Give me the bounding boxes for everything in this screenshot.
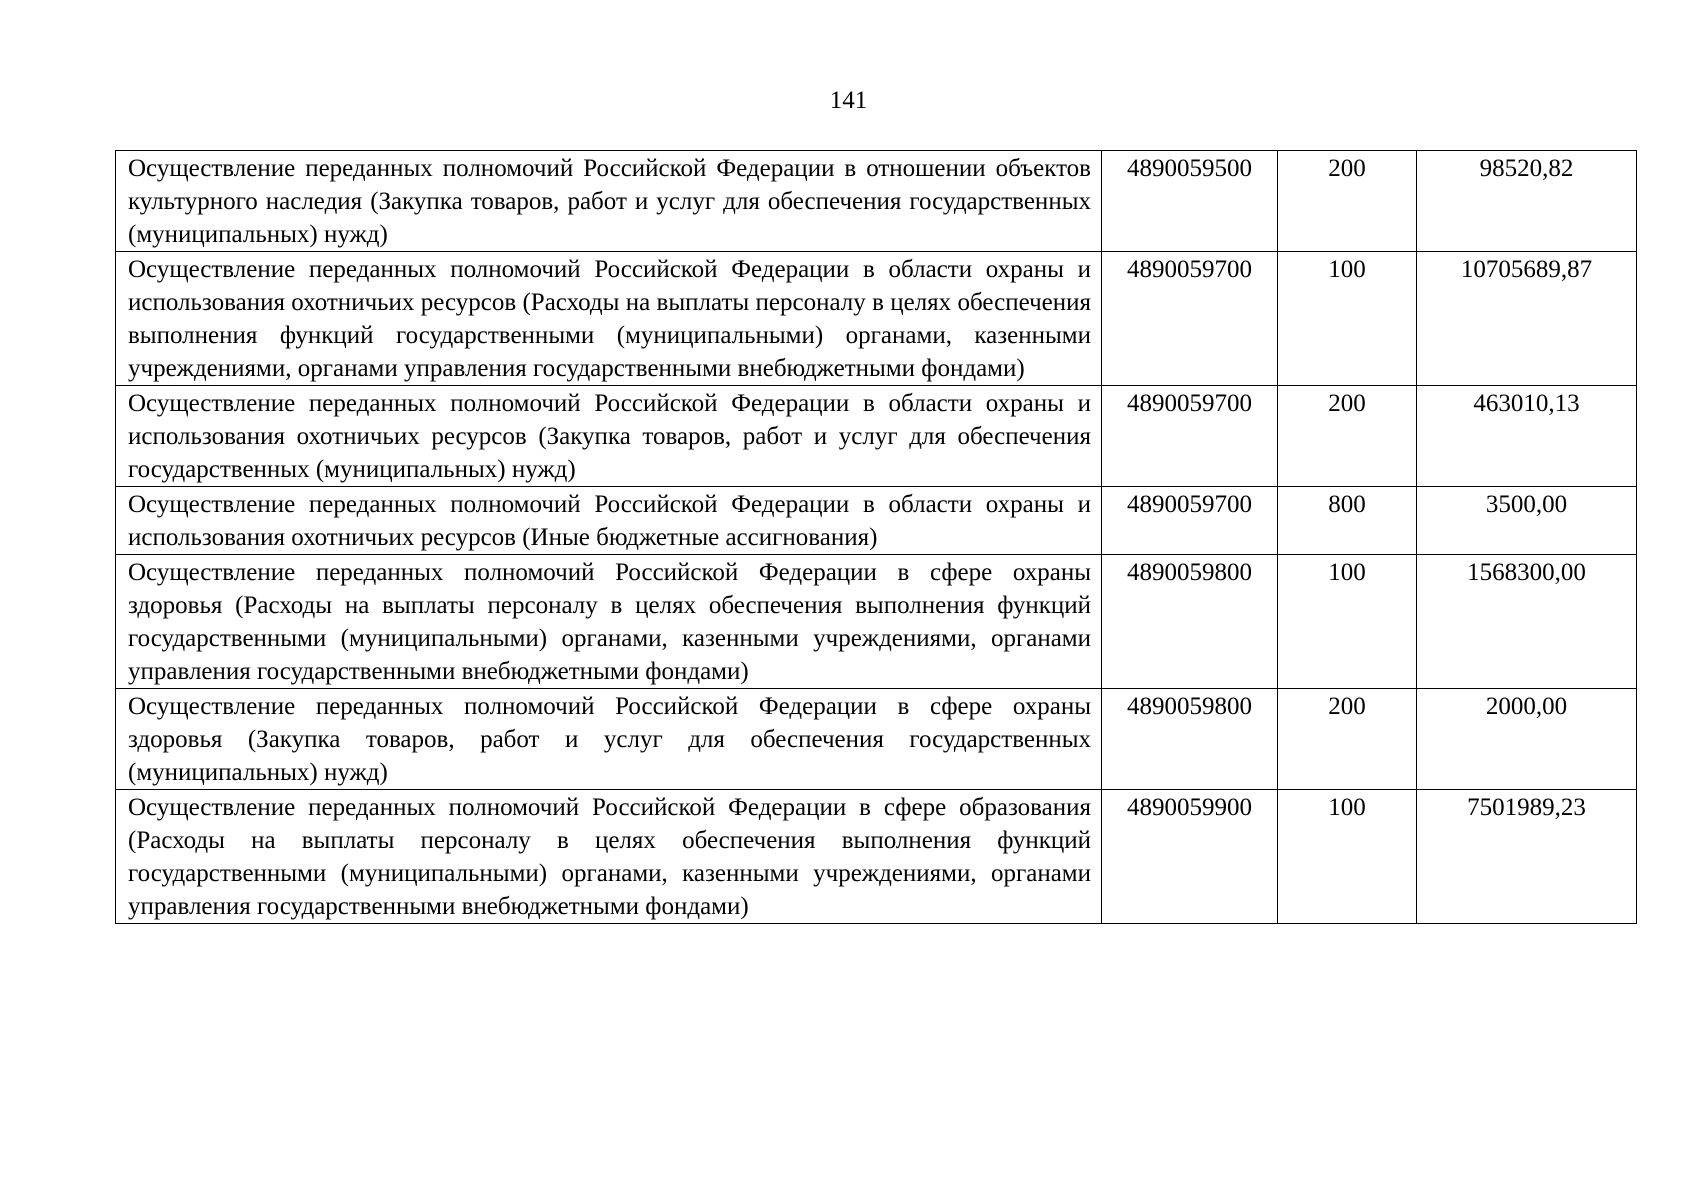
row-sum: 10705689,87 bbox=[1417, 252, 1637, 386]
row-description: Осуществление переданных полномочий Российской Федерации в сфере охраны здоровья (Расходы на выплаты персоналу в целях обеспечения выполнения функций государственными (муниципальными) органами, казенными учреждениями, органами управления государственными внебюджетными фондами) bbox=[116, 555, 1102, 689]
row-expense-type: 200 bbox=[1278, 689, 1417, 790]
row-expense-type: 800 bbox=[1278, 487, 1417, 555]
row-expense-type: 100 bbox=[1278, 555, 1417, 689]
row-expense-type: 200 bbox=[1278, 151, 1417, 252]
row-expense-type: 100 bbox=[1278, 252, 1417, 386]
table-row bbox=[116, 555, 1637, 689]
page-number: 141 bbox=[829, 87, 868, 114]
budget-table bbox=[115, 150, 1637, 924]
row-target-code: 4890059700 bbox=[1102, 487, 1278, 555]
row-target-code: 4890059500 bbox=[1102, 151, 1278, 252]
row-target-code: 4890059800 bbox=[1102, 555, 1278, 689]
table-row bbox=[116, 487, 1637, 555]
row-sum: 2000,00 bbox=[1417, 689, 1637, 790]
row-description: Осуществление переданных полномочий Российской Федерации в сфере охраны здоровья (Закупка товаров, работ и услуг для обеспечения государственных (муниципальных) нужд) bbox=[116, 689, 1102, 790]
table-row bbox=[116, 689, 1637, 790]
table-row bbox=[116, 252, 1637, 386]
row-sum: 98520,82 bbox=[1417, 151, 1637, 252]
row-description: Осуществление переданных полномочий Российской Федерации в области охраны и использования охотничьих ресурсов (Иные бюджетные ассигнования) bbox=[116, 487, 1102, 555]
row-description: Осуществление переданных полномочий Российской Федерации в области охраны и использования охотничьих ресурсов (Расходы на выплаты персоналу в целях обеспечения выполнения функций государственными (муниципальными) органами, казенными учреждениями, органами управления государственными внебюджетными фондами) bbox=[116, 252, 1102, 386]
row-description: Осуществление переданных полномочий Российской Федерации в отношении объектов культурного наследия (Закупка товаров, работ и услуг для обеспечения государственных (муниципальных) нужд) bbox=[116, 151, 1102, 252]
row-target-code: 4890059800 bbox=[1102, 689, 1278, 790]
row-expense-type: 100 bbox=[1278, 790, 1417, 924]
table-row bbox=[116, 790, 1637, 924]
row-sum: 1568300,00 bbox=[1417, 555, 1637, 689]
row-expense-type: 200 bbox=[1278, 386, 1417, 487]
row-target-code: 4890059700 bbox=[1102, 386, 1278, 487]
row-description: Осуществление переданных полномочий Российской Федерации в сфере образования (Расходы на выплаты персоналу в целях обеспечения выполнения функций государственными (муниципальными) органами, казенными учреждениями, органами управления государственными внебюджетными фондами) bbox=[116, 790, 1102, 924]
table-row bbox=[116, 386, 1637, 487]
row-sum: 7501989,23 bbox=[1417, 790, 1637, 924]
table-row bbox=[116, 151, 1637, 252]
row-description: Осуществление переданных полномочий Российской Федерации в области охраны и использования охотничьих ресурсов (Закупка товаров, работ и услуг для обеспечения государственных (муниципальных) нужд) bbox=[116, 386, 1102, 487]
row-sum: 463010,13 bbox=[1417, 386, 1637, 487]
row-sum: 3500,00 bbox=[1417, 487, 1637, 555]
row-target-code: 4890059900 bbox=[1102, 790, 1278, 924]
row-target-code: 4890059700 bbox=[1102, 252, 1278, 386]
